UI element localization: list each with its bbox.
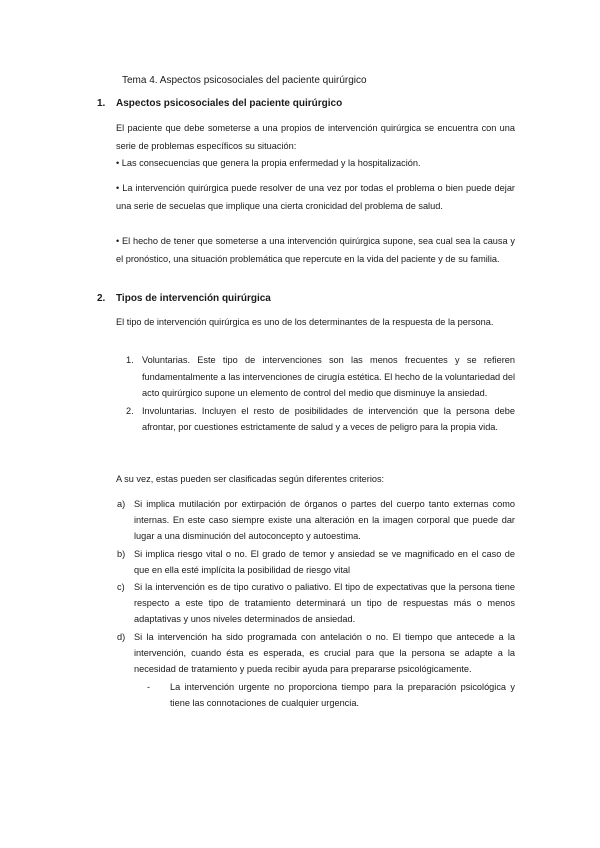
list-item xyxy=(117,579,515,628)
criteria-intro: A su vez, estas pueden ser clasificadas según diferentes criterios: xyxy=(116,474,385,484)
bullet-1: • Las consecuencias que genera la propia enfermedad y la hospitalización. xyxy=(116,158,421,168)
list-item-letter: b) xyxy=(117,548,126,559)
sub-list-item xyxy=(147,679,515,711)
section-1-intro: El paciente que debe someterse a una propios de intervención quirúrgica se encuentra con una serie de problemas específicos su situación: xyxy=(116,123,515,151)
section-1-number: 1. xyxy=(97,98,106,109)
intervention-types-list xyxy=(126,352,515,437)
section-2-heading xyxy=(97,293,271,304)
section-2-number: 2. xyxy=(97,293,106,304)
list-item-letter: d) xyxy=(117,631,126,642)
list-item-number: 2. xyxy=(126,405,134,416)
list-item-letter: a) xyxy=(117,499,126,509)
section-2-intro: El tipo de intervención quirúrgica es uno de los determinantes de la respuesta de la persona. xyxy=(116,317,494,327)
list-item-text: Si implica riesgo vital o no. El grado de temor y ansiedad se ve magnificado en el caso de que en ella esté implícita la posibilidad de riesgo vital xyxy=(134,548,515,575)
dash-bullet: - xyxy=(147,682,151,693)
list-item-text: Si implica mutilación por extirpación de órganos o partes del cuerpo tanto externas como internas. En este caso siempre existe una alteración en la imagen corporal que puede dar lugar a una disminución del autoconcepto y autoestima. xyxy=(134,499,515,542)
list-item xyxy=(117,546,515,578)
list-item xyxy=(117,629,515,678)
section-1-heading xyxy=(97,98,342,109)
list-item-letter: c) xyxy=(117,582,125,593)
bullet-2: • La intervención quirúrgica puede resolver de una vez por todas el problema o bien puede dejar una serie de secuelas que implique una cierta cronicidad del problema de salud. xyxy=(116,183,515,211)
list-item-text: Si la intervención es de tipo curativo o paliativo. El tipo de expectativas que la persona tiene respecto a este tipo de tratamiento determinará un tipo de respuestas más o menos adaptativas y unos niveles determinados de ansiedad. xyxy=(134,582,515,625)
page-header: Tema 4. Aspectos psicosociales del paciente quirúrgico xyxy=(122,75,367,86)
section-1-title: Aspectos psicosociales del paciente quirúrgico xyxy=(116,98,343,109)
sub-list-item-text: La intervención urgente no proporciona tiempo para la preparación psicológica y tiene las connotaciones de cualquier urgencia. xyxy=(170,682,515,709)
list-item-text: Involuntarias. Incluyen el resto de posibilidades de intervención que la persona debe afrontar, por cuestiones estrictamente de salud y a veces de peligro para la propia vida. xyxy=(142,405,515,432)
list-item-text: Voluntarias. Este tipo de intervenciones son las menos frecuentes y se refieren fundamentalmente a las intervenciones de cirugía estética. El hecho de la voluntariedad del acto quirúrgico supone un elemento de control del medio que disminuye la ansiedad. xyxy=(142,355,515,398)
section-2-title: Tipos de intervención quirúrgica xyxy=(116,293,271,304)
list-item-number: 1. xyxy=(126,355,134,365)
list-item xyxy=(126,403,515,436)
list-item-text: Si la intervención ha sido programada con antelación o no. El tiempo que antecede a la intervención, cuando ésta es esperada, es crucial para que la persona se adapte a la necesidad de tratamiento y pueda recibir ayuda para prepararse psicológicamente. xyxy=(134,631,515,675)
list-item xyxy=(126,352,515,402)
list-item xyxy=(117,496,515,545)
bullet-3: • El hecho de tener que someterse a una intervención quirúrgica supone, sea cual sea la causa y el pronóstico, una situación problemática que repercute en la vida del paciente y de su familia. xyxy=(116,236,515,264)
criteria-list xyxy=(117,496,515,712)
